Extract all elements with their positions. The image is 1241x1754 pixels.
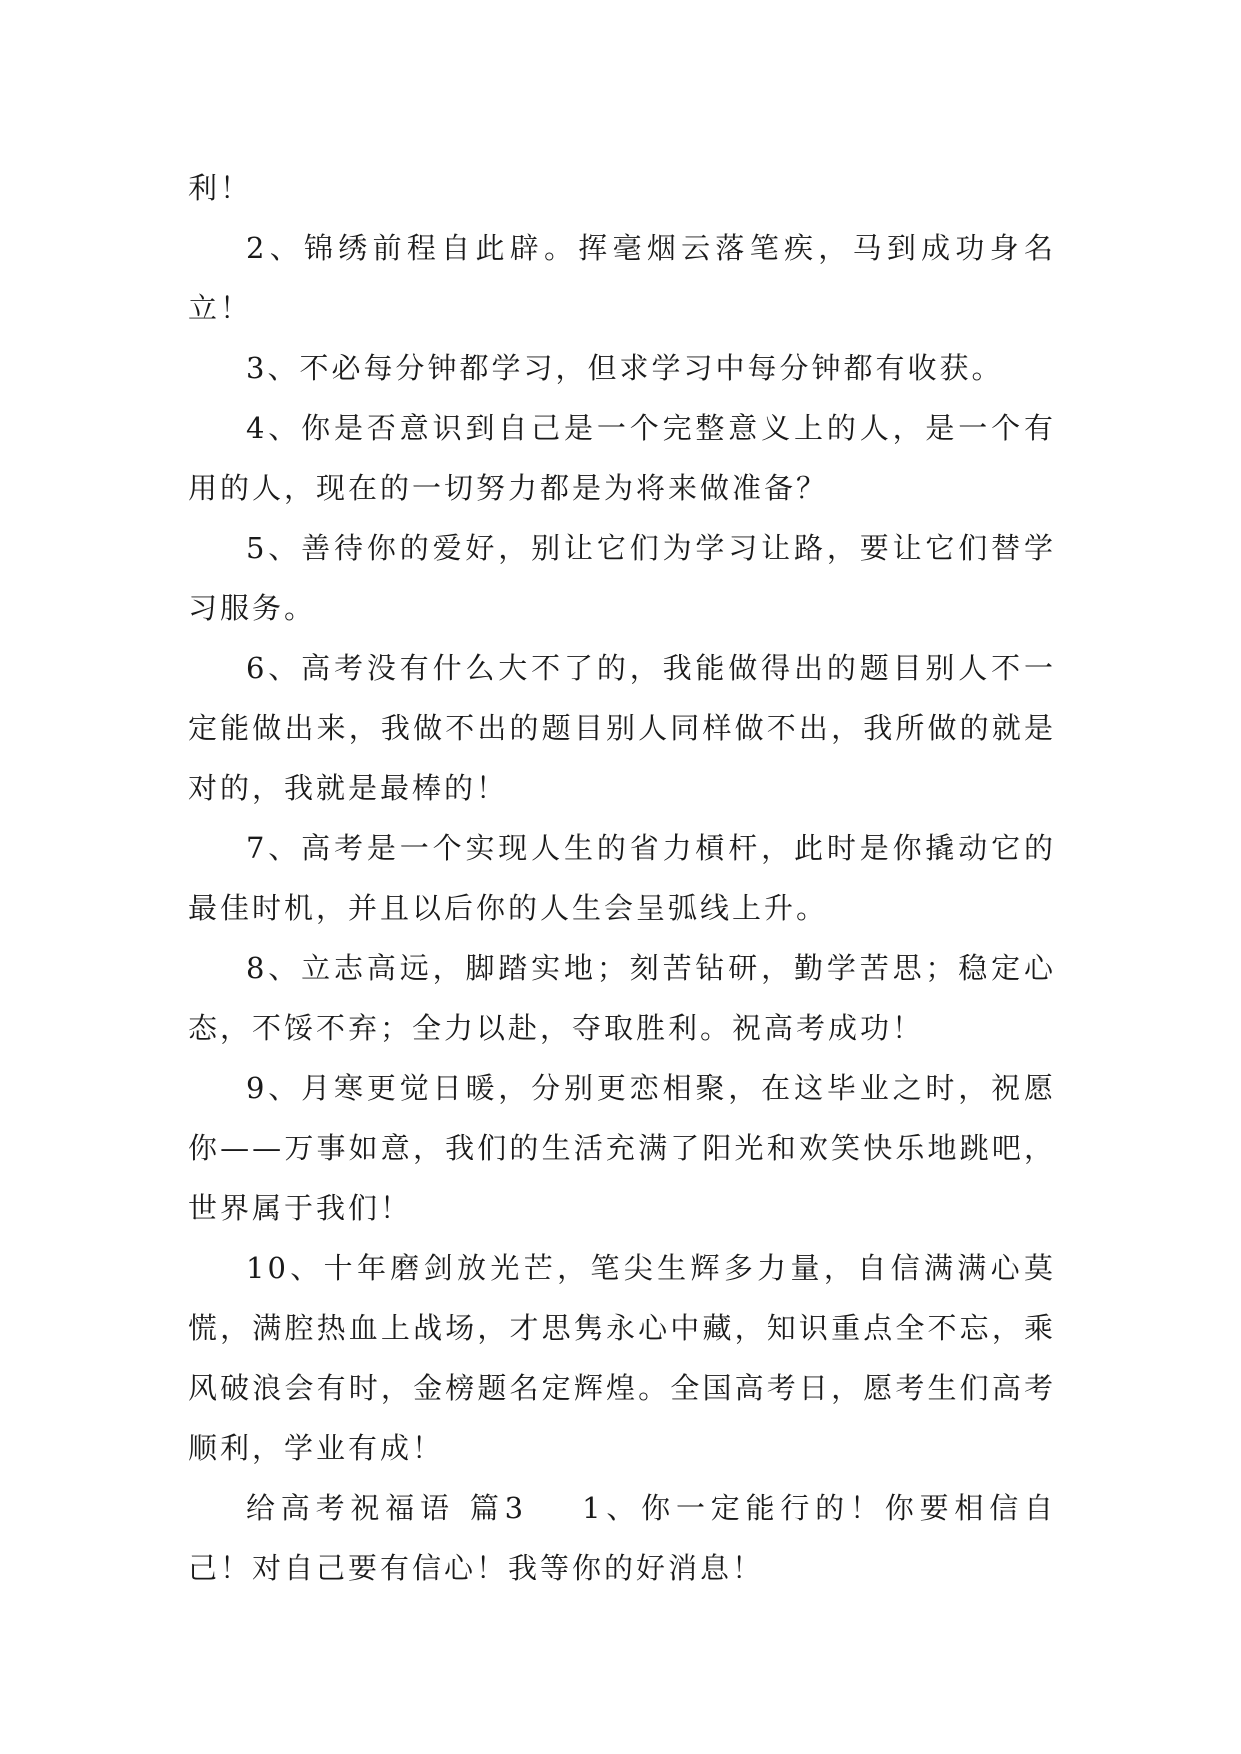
- document-body: [188, 158, 1056, 1598]
- paragraph-item-6: 6、高考没有什么大不了的，我能做得出的题目别人不一定能做出来，我做不出的题目别人同样做不出，我所做的就是对的，我就是最棒的！: [188, 651, 1056, 805]
- paragraph-item-2: 2、锦绣前程自此辟。挥毫烟云落笔疾，马到成功身名立！: [188, 231, 1056, 325]
- paragraph-item-7: 7、高考是一个实现人生的省力槓杆，此时是你撬动它的最佳时机，并且以后你的人生会呈弧线上升。: [188, 831, 1056, 925]
- paragraph-item-8: 8、立志高远，脚踏实地；刻苦钻研，勤学苦思；稳定心态，不馁不弃；全力以赴，夺取胜利。祝高考成功！: [188, 951, 1056, 1045]
- paragraph-item-4: 4、你是否意识到自己是一个完整意义上的人，是一个有用的人，现在的一切努力都是为将来做准备？: [188, 411, 1056, 505]
- paragraph-item-9: 9、月寒更觉日暖，分别更恋相聚，在这毕业之时，祝愿你——万事如意，我们的生活充满了阳光和欢笑快乐地跳吧，世界属于我们！: [188, 1071, 1056, 1225]
- paragraph-continuation: 利！: [188, 171, 253, 205]
- section-paragraph: [188, 1478, 1056, 1598]
- section-first-item: 1、你一定能行的！你要相信自己！对自己要有信心！我等你的好消息！: [188, 1491, 1057, 1585]
- paragraph-item-10: 10、十年磨剑放光芒，笔尖生辉多力量，自信满满心莫慌，满腔热血上战场，才思隽永心中藏，知识重点全不忘，乘风破浪会有时，金榜题名定辉煌。全国高考日，愿考生们高考顺利，学业有成！: [188, 1251, 1056, 1465]
- paragraph-item-3: 3、不必每分钟都学习，但求学习中每分钟都有收获。: [246, 351, 1004, 385]
- section-heading: 给高考祝福语 篇3: [246, 1491, 527, 1525]
- paragraph-item-5: 5、善待你的爱好，别让它们为学习让路，要让它们替学习服务。: [188, 531, 1056, 625]
